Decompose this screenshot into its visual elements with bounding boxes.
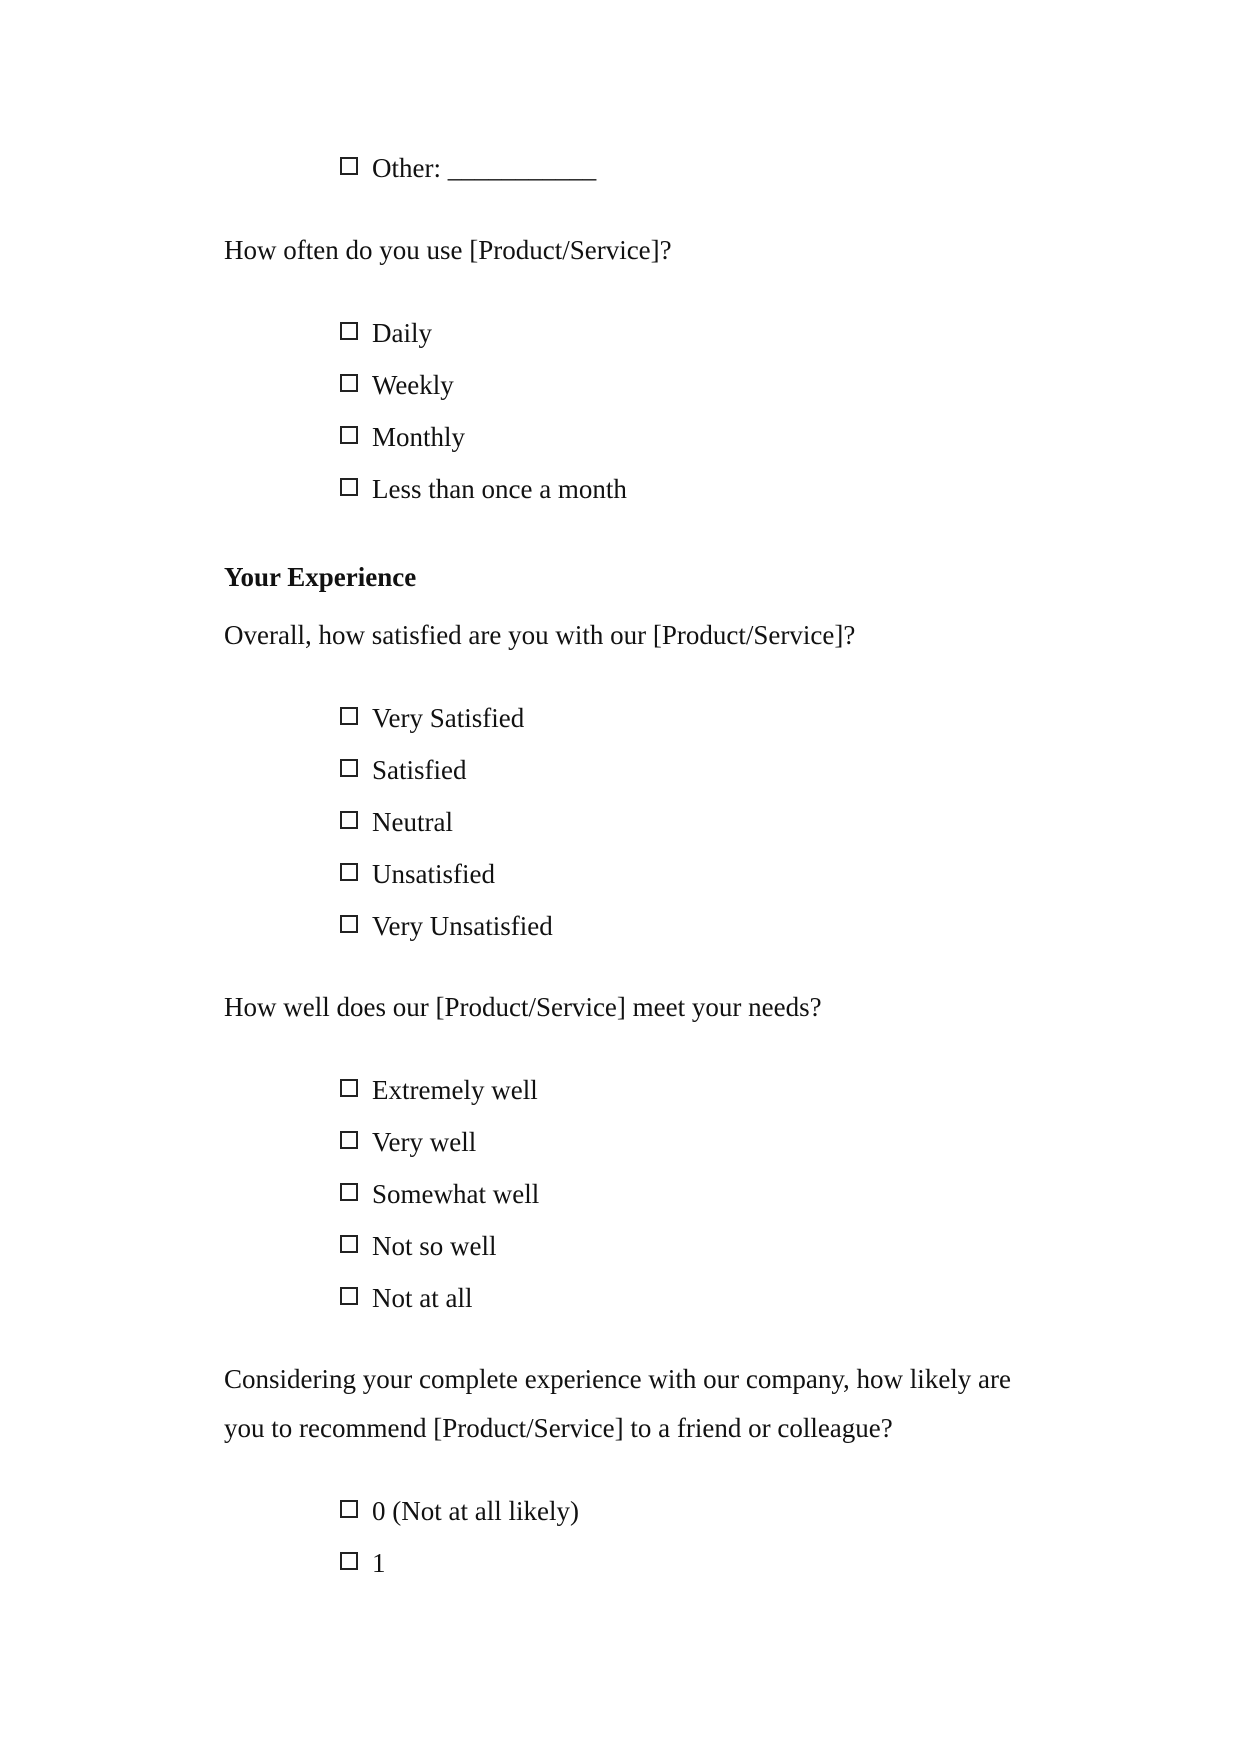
question-satisfaction: Overall, how satisfied are you with our [Product/Service]? <box>224 620 856 650</box>
option-label: Monthly <box>372 422 466 452</box>
option-score-0[interactable] <box>340 1494 579 1528</box>
option-label: 0 (Not at all likely) <box>372 1496 579 1526</box>
option-label: Not so well <box>372 1231 497 1261</box>
question-recommend-line-2: you to recommend [Product/Service] to a friend or colleague? <box>224 1413 893 1443</box>
question-needs: How well does our [Product/Service] meet your needs? <box>224 992 822 1022</box>
option-label: Very well <box>372 1127 477 1157</box>
option-satisfied[interactable] <box>340 753 467 787</box>
checkbox[interactable] <box>340 1287 358 1305</box>
option-very-unsatisfied[interactable] <box>340 909 553 943</box>
checkbox[interactable] <box>340 1500 358 1518</box>
option-label: Very Satisfied <box>372 703 525 733</box>
option-weekly[interactable] <box>340 368 454 402</box>
option-label: Less than once a month <box>372 474 627 504</box>
option-very-well[interactable] <box>340 1125 476 1159</box>
option-monthly[interactable] <box>340 420 465 454</box>
section-heading: Your Experience <box>224 562 417 592</box>
option-label: Weekly <box>372 370 454 400</box>
option-very-satisfied[interactable] <box>340 701 524 735</box>
checkbox[interactable] <box>340 1183 358 1201</box>
checkbox[interactable] <box>340 426 358 444</box>
option-other[interactable] <box>340 151 596 185</box>
checkbox[interactable] <box>340 1079 358 1097</box>
checkbox[interactable] <box>340 374 358 392</box>
option-neutral[interactable] <box>340 805 453 839</box>
option-unsatisfied[interactable] <box>340 857 495 891</box>
question-frequency: How often do you use [Product/Service]? <box>224 235 672 265</box>
question-recommend-line-1: Considering your complete experience with our company, how likely are <box>224 1364 1012 1394</box>
checkbox[interactable] <box>340 1235 358 1253</box>
option-label: Unsatisfied <box>372 859 495 889</box>
checkbox[interactable] <box>340 863 358 881</box>
option-label: Not at all <box>372 1283 473 1313</box>
option-label: Somewhat well <box>372 1179 540 1209</box>
option-score-1[interactable] <box>340 1546 386 1580</box>
option-label: Extremely well <box>372 1075 538 1105</box>
checkbox[interactable] <box>340 1131 358 1149</box>
checkbox[interactable] <box>340 478 358 496</box>
checkbox[interactable] <box>340 157 358 175</box>
option-label: 1 <box>372 1548 386 1578</box>
option-label: Satisfied <box>372 755 467 785</box>
option-label: Other: ___________ <box>372 153 597 183</box>
checkbox[interactable] <box>340 759 358 777</box>
checkbox[interactable] <box>340 322 358 340</box>
option-label: Neutral <box>372 807 453 837</box>
checkbox[interactable] <box>340 811 358 829</box>
option-not-at-all[interactable] <box>340 1281 472 1315</box>
option-somewhat-well[interactable] <box>340 1177 539 1211</box>
option-label: Daily <box>372 318 432 348</box>
checkbox[interactable] <box>340 915 358 933</box>
option-not-so-well[interactable] <box>340 1229 497 1263</box>
option-less-than-monthly[interactable] <box>340 472 627 506</box>
option-label: Very Unsatisfied <box>372 911 553 941</box>
checkbox[interactable] <box>340 707 358 725</box>
checkbox[interactable] <box>340 1552 358 1570</box>
option-extremely-well[interactable] <box>340 1073 538 1107</box>
option-daily[interactable] <box>340 316 432 350</box>
